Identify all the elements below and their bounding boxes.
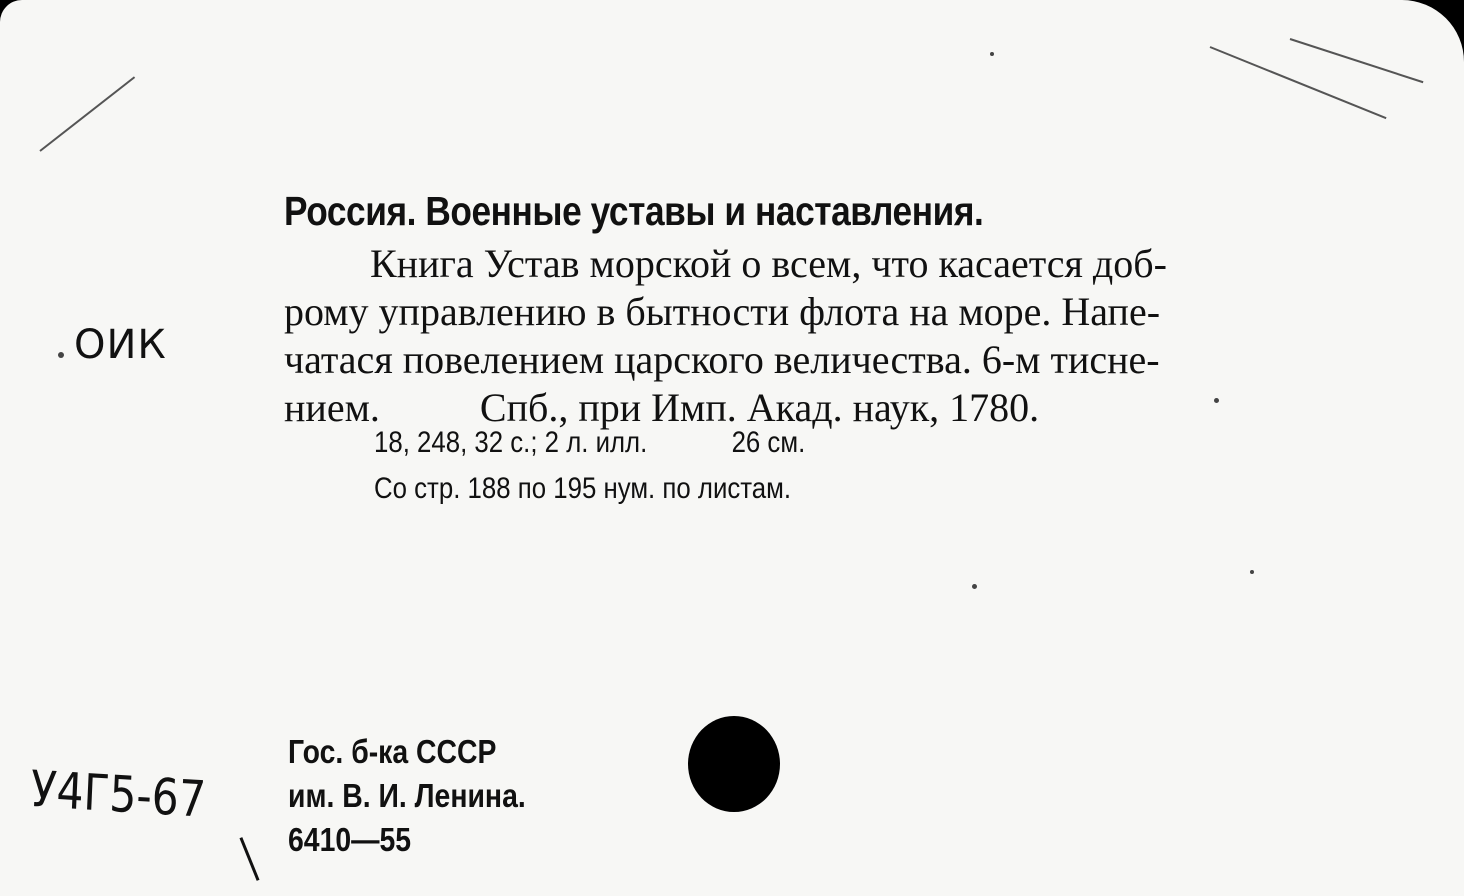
scan-speck (1250, 570, 1254, 574)
description-line: рому управлению в бытности флота на море. Напе- (284, 289, 1161, 334)
card-heading: Россия. Военные уставы и наставления. (284, 188, 984, 234)
description-line: нием. (284, 385, 380, 430)
scan-scratch (39, 76, 135, 151)
punch-hole (688, 716, 780, 812)
collation-block (374, 420, 805, 512)
scan-speck (972, 584, 977, 589)
scan-scratch (1290, 38, 1424, 83)
scan-scratch (1210, 46, 1387, 119)
library-line-3: 6410—55 (288, 821, 412, 858)
handwritten-shelf-mark: У4Г5-67 (29, 760, 208, 829)
handwritten-stroke (239, 837, 259, 881)
card-description (284, 240, 1364, 432)
scan-speck (58, 352, 64, 358)
description-line: Книга Устав морской о всем, что касается доб- (370, 241, 1167, 286)
handwritten-department-mark: ОИК (74, 322, 167, 368)
pagination: 18, 248, 32 с.; 2 л. илл. (374, 426, 648, 459)
scan-speck (990, 52, 994, 56)
library-stamp (288, 730, 526, 862)
library-line-1: Гос. б-ка СССР (288, 733, 497, 770)
pagination-note: Со стр. 188 по 195 нум. по листам. (374, 472, 792, 505)
imprint: Спб., при Имп. Акад. наук, 1780. (479, 385, 1040, 430)
library-line-2: им. В. И. Ленина. (288, 777, 526, 814)
book-size: 26 см. (731, 426, 806, 459)
description-line: чатася повелением царского величества. 6-м тисне- (284, 337, 1160, 382)
